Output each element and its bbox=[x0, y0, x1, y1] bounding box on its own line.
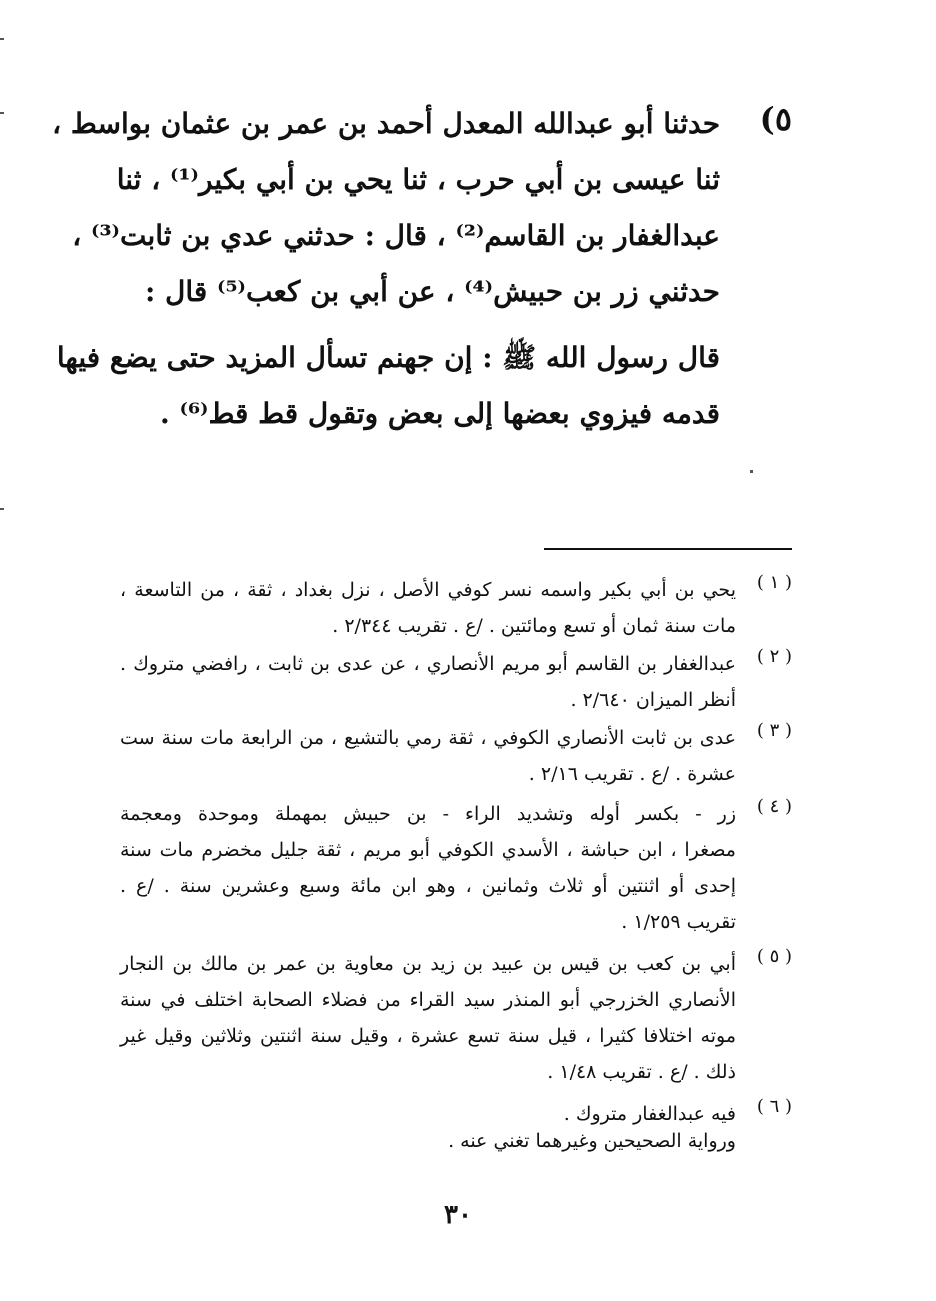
footnote-2 bbox=[120, 646, 792, 718]
footnote-number: ( ٦ ) bbox=[756, 1096, 792, 1117]
footnote-line: أنظر الميزان ٢/٦٤٠ . bbox=[570, 689, 736, 711]
footnote-line: عدى بن ثابت الأنصاري الكوفي ، ثقة رمي بالتشيع ، من الرابعة مات سنة ست bbox=[120, 727, 736, 749]
footnote-3 bbox=[120, 720, 792, 792]
footnote-line: يحي بن أبي بكير واسمه نسر كوفي الأصل ، نزل بغداد ، ثقة ، من التاسعة ، bbox=[120, 579, 736, 601]
footnote-line: تقريب ١/٢٥٩ . bbox=[621, 911, 736, 933]
footnote-line: فيه عبدالغفار متروك . bbox=[563, 1103, 736, 1125]
footnote-line: ذلك . /ع . تقريب ١/٤٨ . bbox=[547, 1061, 736, 1083]
hadith-number: ٥) bbox=[759, 100, 792, 138]
hadith-text bbox=[52, 96, 720, 442]
footnote-line: عشرة . /ع . تقريب ٢/١٦ . bbox=[528, 763, 736, 785]
scan-edge-mark bbox=[0, 508, 4, 510]
footnote-number: ( ٥ ) bbox=[756, 946, 792, 967]
hadith-line: قدمه فيزوي بعضها إلى بعض وتقول قط قط⁽⁶⁾ . bbox=[160, 397, 720, 430]
footnote-line: زر - بكسر أوله وتشديد الراء - بن حبيش بمهملة وموحدة ومعجمة bbox=[120, 803, 736, 825]
page-number: ٣٠ bbox=[444, 1200, 472, 1230]
footnote-number: ( ٣ ) bbox=[756, 720, 792, 741]
hadith-line: عبدالغفار بن القاسم⁽²⁾ ، قال : حدثني عدي بن ثابت⁽³⁾ ، bbox=[72, 219, 720, 252]
footnote-line: إحدى أو اثنتين أو ثلاث وثمانين ، وهو ابن مائة وسبع وعشرين سنة . /ع . bbox=[120, 875, 736, 897]
footnote-1 bbox=[120, 572, 792, 644]
footnote-5 bbox=[120, 946, 792, 1090]
footnote-line: عبدالغفار بن القاسم أبو مريم الأنصاري ، عن عدى بن ثابت ، رافضي متروك . bbox=[120, 653, 736, 675]
footnote-line: موته اختلافا كثيرا ، قيل سنة تسع عشرة ، وقيل سنة اثنتين وثلاثين وقيل غير bbox=[120, 1025, 736, 1047]
hadith-line: ثنا عيسى بن أبي حرب ، ثنا يحي بن أبي بكير⁽¹⁾ ، ثنا bbox=[116, 163, 720, 196]
footnote-line: مات سنة ثمان أو تسع ومائتين . /ع . تقريب ٢/٣٤٤ . bbox=[332, 615, 736, 637]
closing-note: ورواية الصحيحين وغيرهما تغني عنه . bbox=[448, 1130, 736, 1152]
footnote-line: مصغرا ، ابن حباشة ، الأسدي الكوفي أبو مريم ، ثقة جليل مخضرم مات سنة bbox=[120, 839, 736, 861]
scan-speck bbox=[750, 470, 753, 473]
footnote-number: ( ١ ) bbox=[756, 572, 792, 593]
footnote-line: الأنصاري الخزرجي أبو المنذر سيد القراء من فضلاء الصحابة اختلف في سنة bbox=[120, 989, 736, 1011]
footnote-line: أبي بن كعب بن قيس بن عبيد بن زيد بن معاوية بن عمر بن مالك بن النجار bbox=[120, 953, 736, 975]
footnote-number: ( ٤ ) bbox=[756, 796, 792, 817]
scan-edge-mark bbox=[0, 38, 4, 40]
scan-edge-mark bbox=[0, 112, 4, 114]
hadith-line: حدثنا أبو عبدالله المعدل أحمد بن عمر بن عثمان بواسط ، bbox=[52, 107, 720, 140]
hadith-line: قال رسول الله ﷺ : إن جهنم تسأل المزيد حتى يضع فيها bbox=[56, 341, 720, 374]
footnote-4 bbox=[120, 796, 792, 940]
footnote-6 bbox=[120, 1096, 792, 1132]
footnote-divider bbox=[544, 548, 792, 550]
hadith-line: حدثني زر بن حبيش⁽⁴⁾ ، عن أبي بن كعب⁽⁵⁾ قال : bbox=[144, 275, 720, 308]
footnote-number: ( ٢ ) bbox=[756, 646, 792, 667]
